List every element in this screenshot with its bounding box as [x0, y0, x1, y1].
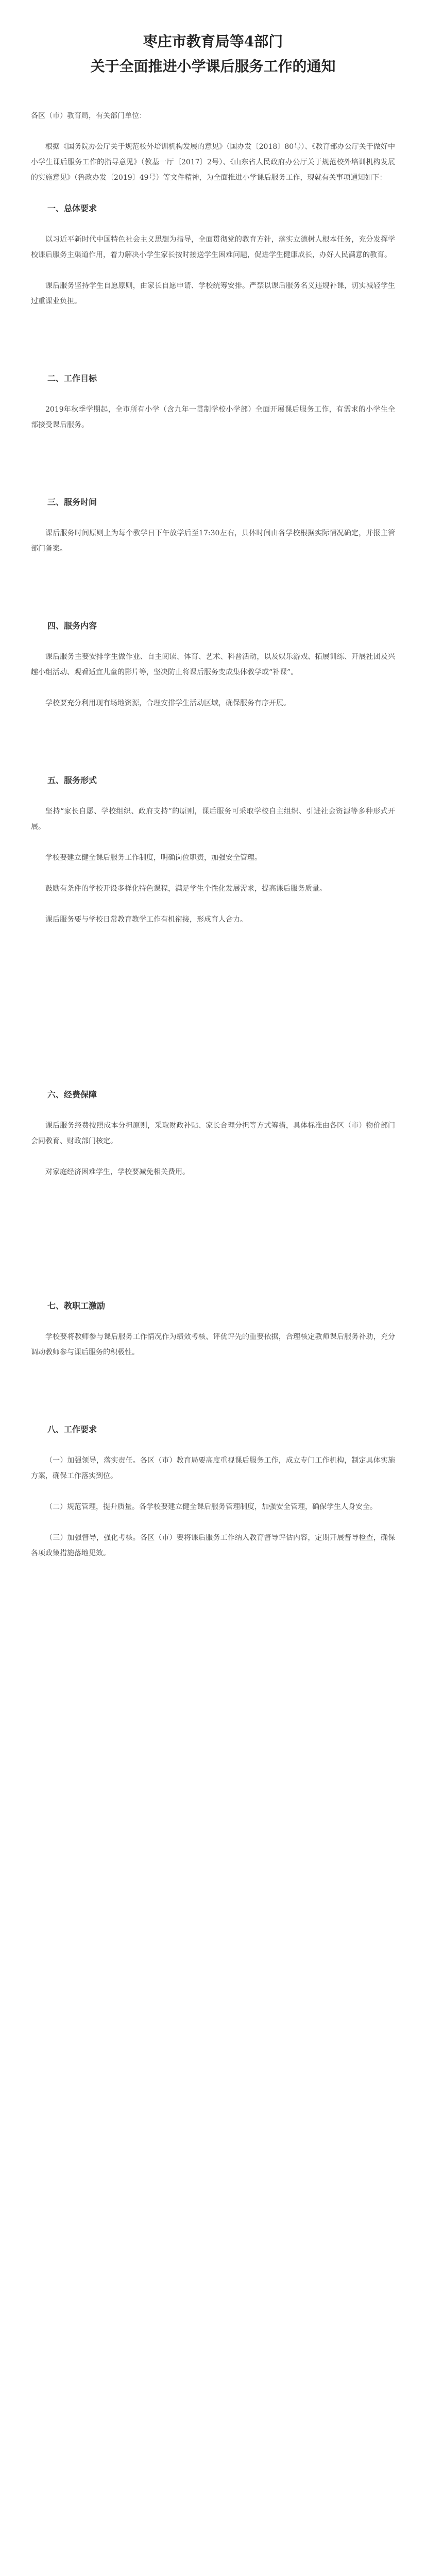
- document-sections: [31, 201, 395, 1613]
- document-title-line2: 关于全面推进小学课后服务工作的通知: [90, 58, 336, 75]
- document-title-line1: 枣庄市教育局等4部门: [143, 33, 283, 50]
- section-heading: 八、工作要求: [47, 1425, 97, 1434]
- section-heading: 一、总体要求: [47, 204, 97, 213]
- section-paragraph: 2019年秋季学期起，全市所有小学（含九年一贯制学校小学部）全面开展课后服务工作，有需求的小学生全部接受课后服务。: [31, 405, 395, 429]
- section-paragraph: 课后服务时间原则上为每个教学日下午放学后至17:30左右，具体时间由各学校根据实际情况确定，并报主管部门备案。: [31, 529, 395, 553]
- section-heading: 七、教职工激励: [47, 1301, 106, 1311]
- section-heading: 四、服务内容: [47, 621, 97, 631]
- section-heading: 三、服务时间: [47, 497, 97, 507]
- intro-paragraph: 根据《国务院办公厅关于规范校外培训机构发展的意见》（国办发〔2018〕80号）、《教育部办公厅关于做好中小学生课后服务工作的指导意见》（教基一厅〔2017〕2号）、《山东省人民政府办公厅关于规范校外培训机构发展的实施意见》（鲁政办发〔2019〕49号）等文件精神，为全面推进小学课后服务工作，现就有关事项通知如下：: [31, 143, 395, 182]
- section-heading: 五、服务形式: [47, 775, 97, 785]
- salutation: 各区（市）教育局，有关部门单位：: [31, 112, 146, 120]
- section-spacer: [31, 572, 395, 608]
- section-paragraph: 坚持“家长自愿、学校组织、政府支持”的原则，课后服务可采取学校自主组织、引进社会资源等多种形式开展。: [31, 807, 395, 831]
- section-spacer: [31, 448, 395, 484]
- section-paragraph: 学校要建立健全课后服务工作制度，明确岗位职责，加强安全管理。: [45, 854, 262, 862]
- section-paragraph: 学校要将教师参与课后服务工作情况作为绩效考核、评优评先的重要依据，合理核定教师课后服务补助，充分调动教师参与课后服务的积极性。: [31, 1333, 395, 1357]
- section-spacer: [31, 943, 395, 1077]
- section-paragraph: 课后服务主要安排学生做作业、自主阅读、体育、艺术、科普活动，以及娱乐游戏、拓展训练、开展社团及兴趣小组活动、观看适宜儿童的影片等，坚决防止将课后服务变成集体教学或“补课”。: [31, 653, 395, 676]
- section-paragraph: 学校要充分利用现有场地资源，合理安排学生活动区域，确保服务有序开展。: [45, 699, 291, 707]
- section-spacer: [31, 1376, 395, 1412]
- section-paragraph: 课后服务要与学校日常教育教学工作有机衔接，形成育人合力。: [45, 916, 247, 924]
- section-paragraph: （二）规范管理，提升质量。各学校要建立健全课后服务管理制度，加强安全管理，确保学生人身安全。: [45, 1503, 377, 1511]
- intro-paragraphs: [31, 139, 395, 185]
- section-heading: 二、工作目标: [47, 374, 97, 383]
- section-spacer: [31, 325, 395, 361]
- section-paragraph: （三）加强督导，强化考核。各区（市）要将课后服务工作纳入教育督导评估内容，定期开展督导检查，确保各项政策措施落地见效。: [31, 1534, 395, 1557]
- section-spacer: [31, 726, 395, 762]
- section-paragraph: 课后服务坚持学生自愿原则，由家长自愿申请、学校统筹安排。严禁以课后服务名义违规补课，切实减轻学生过重课业负担。: [31, 282, 395, 306]
- section-spacer: [31, 1577, 395, 1613]
- section-paragraph: 鼓励有条件的学校开设多样化特色课程，满足学生个性化发展需求，提高课后服务质量。: [45, 885, 327, 893]
- section-paragraph: 对家庭经济困难学生，学校要减免相关费用。: [45, 1168, 190, 1176]
- section-paragraph: 课后服务经费按照成本分担原则，采取财政补贴、家长合理分担等方式筹措，具体标准由各区（市）物价部门会同教育、财政部门核定。: [31, 1122, 395, 1145]
- section-paragraph: 以习近平新时代中国特色社会主义思想为指导，全面贯彻党的教育方针，落实立德树人根本任务，充分发挥学校课后服务主渠道作用，着力解决小学生家长按时接送学生困难问题，促进学生健康成长，办好人民满意的教育。: [31, 235, 395, 259]
- section-spacer: [31, 1195, 395, 1288]
- section-heading: 六、经费保障: [47, 1090, 97, 1099]
- title-block: [0, 31, 426, 77]
- section-paragraph: （一）加强领导，落实责任。各区（市）教育局要高度重视课后服务工作，成立专门工作机构，制定具体实施方案，确保工作落实到位。: [31, 1456, 395, 1480]
- document-body: [31, 108, 395, 1613]
